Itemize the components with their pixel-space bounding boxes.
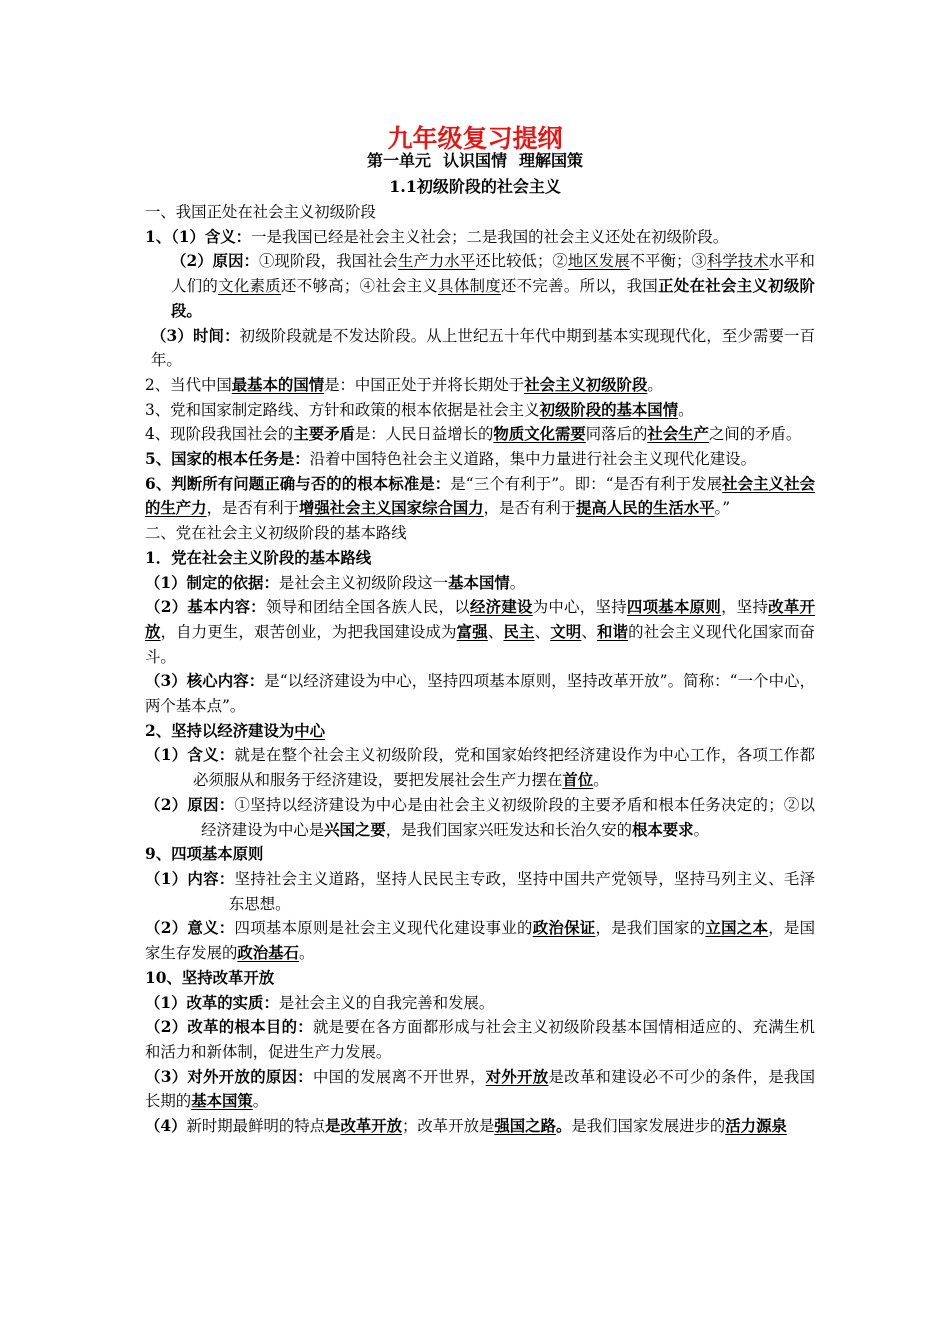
key-term: 和谐 [596, 622, 629, 641]
part-one-heading: 一、我国正处在社会主义初级阶段 [145, 203, 376, 221]
text: 3、党和国家制定路线、方针和政策的根本依据是社会主义 [145, 400, 540, 419]
key-term: 富强 [456, 622, 488, 641]
text: 初级阶段就是不发达阶段。从上世纪五十年代中期到基本实现现代化，至少需要一百年。 [151, 326, 815, 370]
text: 4、现阶段我国社会的 [145, 425, 294, 444]
key-term: 对外开放 [485, 1067, 549, 1086]
unit-heading [0, 150, 950, 172]
reform-opening-heading: 10、坚持改革开放 [145, 968, 275, 987]
paragraph-principles-significance [145, 916, 815, 965]
text: ，坚持 [721, 598, 769, 617]
key-term: 政治保证 [532, 919, 596, 938]
underlined-term: 中心 [294, 721, 326, 740]
text: 。 [252, 1092, 269, 1111]
underlined-term: 生产力水平 [397, 252, 476, 271]
section-heading: 1.1初级阶段的社会主义 [389, 177, 561, 196]
key-term: 强国之路 [494, 1117, 556, 1136]
paragraph-fundamental-standard [145, 472, 815, 521]
text: ，是我们国家兴旺发达和长治久安的 [385, 820, 632, 839]
text: 。 [593, 771, 609, 790]
unit-topic-b: 理解国策 [519, 151, 584, 170]
unit-number: 第一单元 [366, 151, 431, 170]
text: 四项基本原则是社会主义现代化建设事业的 [234, 919, 533, 938]
text: 是社会主义的自我完善和发展。 [278, 993, 495, 1012]
text: 、 [534, 622, 551, 641]
text: ，是我们国家的 [595, 919, 706, 938]
text: 是：人民日益增长的 [354, 425, 494, 444]
underlined-term: 科学技术 [706, 252, 769, 271]
label: （2）意义： [145, 919, 235, 938]
key-term: 立国之本 [705, 919, 769, 938]
key-term: 活力源泉 [725, 1117, 787, 1136]
text: 中国的发展离不开世界， [312, 1067, 486, 1086]
label: （2）改革的根本目的： [145, 1018, 313, 1037]
text: 。 [693, 820, 709, 839]
key-term: 基本国策 [191, 1092, 253, 1111]
text: ；改革开放是 [402, 1117, 495, 1136]
bold-term: 是 [325, 1117, 341, 1136]
text: 水平和人们的 [171, 252, 815, 296]
key-term: 改革开放 [340, 1117, 403, 1136]
text: 是“三个有利于”。即：“是否有利于发展 [450, 474, 723, 493]
underlined-term: 具体制度 [438, 277, 501, 296]
text: 还比较低；② [475, 252, 568, 271]
paragraph-opening-reason [145, 1065, 815, 1114]
paragraph-policy-basis [145, 398, 815, 423]
key-term: 经济建设 [469, 598, 533, 617]
paragraph-reform-essence [145, 991, 815, 1016]
text: ①现阶段，我国社会 [258, 252, 398, 271]
unit-topic-a: 认识国情 [442, 151, 507, 170]
paragraph-line-basis [145, 571, 815, 596]
paragraph-reasons [145, 249, 815, 323]
label: （1）含义： [145, 746, 235, 765]
bold-term: 兴国之要 [324, 820, 386, 839]
text: 就是要在各方面都形成与社会主义初级阶段基本国情相适应的、充满生机和活力和新体制，促进生产力发展。 [145, 1018, 815, 1061]
paragraph-principles-content [145, 867, 815, 916]
key-term: 政治基石 [237, 944, 299, 963]
label: （3）时间： [151, 326, 240, 345]
text: 。” [714, 499, 731, 518]
paragraph-meaning [145, 225, 815, 250]
label: 5、国家的根本任务是： [145, 450, 310, 469]
key-term: 民主 [503, 622, 535, 641]
text: 新时期最鲜明的特点 [186, 1117, 326, 1136]
basic-line-heading: 1．党在社会主义阶段的基本路线 [145, 548, 372, 567]
text: 的社会主义现代化国家而奋斗。 [145, 622, 815, 666]
text: 、 [581, 622, 597, 641]
key-term: 文明 [550, 622, 582, 641]
paragraph-line-core [145, 669, 815, 718]
label: （2）原因： [145, 795, 235, 814]
bold-term: 主要矛盾 [293, 425, 355, 444]
text: 。 [298, 944, 315, 963]
paragraph-center-reason [145, 793, 815, 842]
text: 还不够高；④社会主义 [281, 277, 439, 296]
label: 6、判断所有问题正确与否的的根本标准是： [145, 474, 451, 493]
text: 同落后的 [585, 425, 648, 444]
text: 坚持社会主义道路，坚持人民民主专政，坚持中国共产党领导，坚持马列主义、毛泽东思想。 [229, 869, 815, 913]
text: ，是否有利于 [206, 499, 299, 518]
key-term: 初级阶段的基本国情 [539, 400, 679, 419]
document-body [145, 200, 815, 1139]
text: 不平衡；③ [629, 252, 707, 271]
text: 。 [509, 573, 526, 592]
text: 之间的矛盾。 [708, 425, 802, 444]
key-term: 改革开放 [145, 598, 815, 641]
text: 领导和团结全国各族人民，以 [265, 598, 470, 617]
text: ①坚持以经济建设为中心是由社会主义初级阶段的主要矛盾和根本任务决定的；②以经济建设为中心是 [201, 795, 815, 839]
paragraph-center-meaning [145, 743, 815, 792]
paragraph-basic-condition [145, 373, 815, 398]
text: 一是我国已经是社会主义社会；二是我国的社会主义还处在初级阶段。 [251, 227, 729, 246]
label: （1）制定的依据： [145, 573, 279, 592]
key-term: 四项基本原则 [626, 598, 722, 617]
label: （4） [145, 1117, 187, 1136]
text: 是我们国家发展进步的 [571, 1117, 726, 1136]
text: 沿着中国特色社会主义道路，集中力量进行社会主义现代化建设。 [309, 450, 756, 469]
text: 。 [678, 400, 694, 419]
text: 为中心，坚持 [532, 598, 627, 617]
part-two-heading: 二、党在社会主义初级阶段的基本路线 [145, 524, 407, 543]
key-term: 社会主义社会的生产力 [145, 474, 815, 518]
key-term: 最基本的国情 [231, 375, 325, 394]
text: 2、当代中国 [145, 375, 232, 394]
key-term: 首位 [562, 771, 594, 790]
paragraph-time [145, 324, 815, 373]
label: （1）改革的实质： [145, 993, 279, 1012]
underlined-term: 地区发展 [567, 252, 630, 271]
text: 是社会主义初级阶段这一 [278, 573, 449, 592]
document-title: 九年级复习提纲 [387, 124, 563, 153]
text: 是“以经济建设为中心，坚持四项基本原则，坚持改革开放”。简称：“一个中心，两个基本点”。 [145, 672, 815, 716]
text: 是改革和建设必不可少的条件，是我国长期的 [145, 1067, 815, 1111]
key-term: 社会生产 [647, 425, 709, 444]
text: ，自力更生，艰苦创业，为把我国建设成为 [160, 622, 457, 641]
text: 还不完善。所以，我国 [501, 277, 659, 296]
paragraph-main-contradiction [145, 422, 815, 447]
paragraph-line-content [145, 595, 815, 669]
key-term: 增强社会主义国家综合国力 [298, 499, 484, 518]
underlined-term: 文化素质 [218, 277, 281, 296]
text: 。 [647, 375, 663, 394]
text: 、 [487, 622, 504, 641]
bold-term: 基本国情 [448, 573, 510, 592]
key-term: 社会主义初级阶段 [524, 375, 648, 394]
text: 就是在整个社会主义初级阶段，党和国家始终把经济建设作为中心工作，各项工作都必须服从和服务于经济建设，要把发展社会生产力摆在 [193, 746, 815, 790]
text: 2、坚持以经济建设为 [145, 721, 295, 740]
key-term: 提高人民的生活水平 [576, 499, 715, 518]
bold-term: 根本要求 [631, 820, 694, 839]
text: 是：中国正处于并将长期处于 [324, 375, 525, 394]
paragraph-fundamental-task [145, 447, 815, 472]
bold-term: 正处在社会主义初级阶段。 [171, 277, 815, 320]
label: （2）基本内容： [145, 598, 266, 617]
label: （3）对外开放的原因： [145, 1067, 313, 1086]
paragraph-reform-goal [145, 1015, 815, 1064]
label: （2）原因： [171, 252, 259, 271]
four-principles-heading: 9、四项基本原则 [145, 845, 264, 864]
text: ，是国家生存发展的 [145, 919, 815, 963]
text: ，是否有利于 [483, 499, 576, 518]
label: （3）核心内容： [145, 672, 265, 691]
paragraph-new-era-feature [145, 1114, 815, 1139]
label: （1）内容： [145, 869, 235, 888]
bold-term: 。 [555, 1117, 572, 1136]
label: 1、（1）含义： [145, 227, 252, 246]
economic-center-heading [145, 719, 815, 744]
key-term: 物质文化需要 [493, 425, 586, 444]
